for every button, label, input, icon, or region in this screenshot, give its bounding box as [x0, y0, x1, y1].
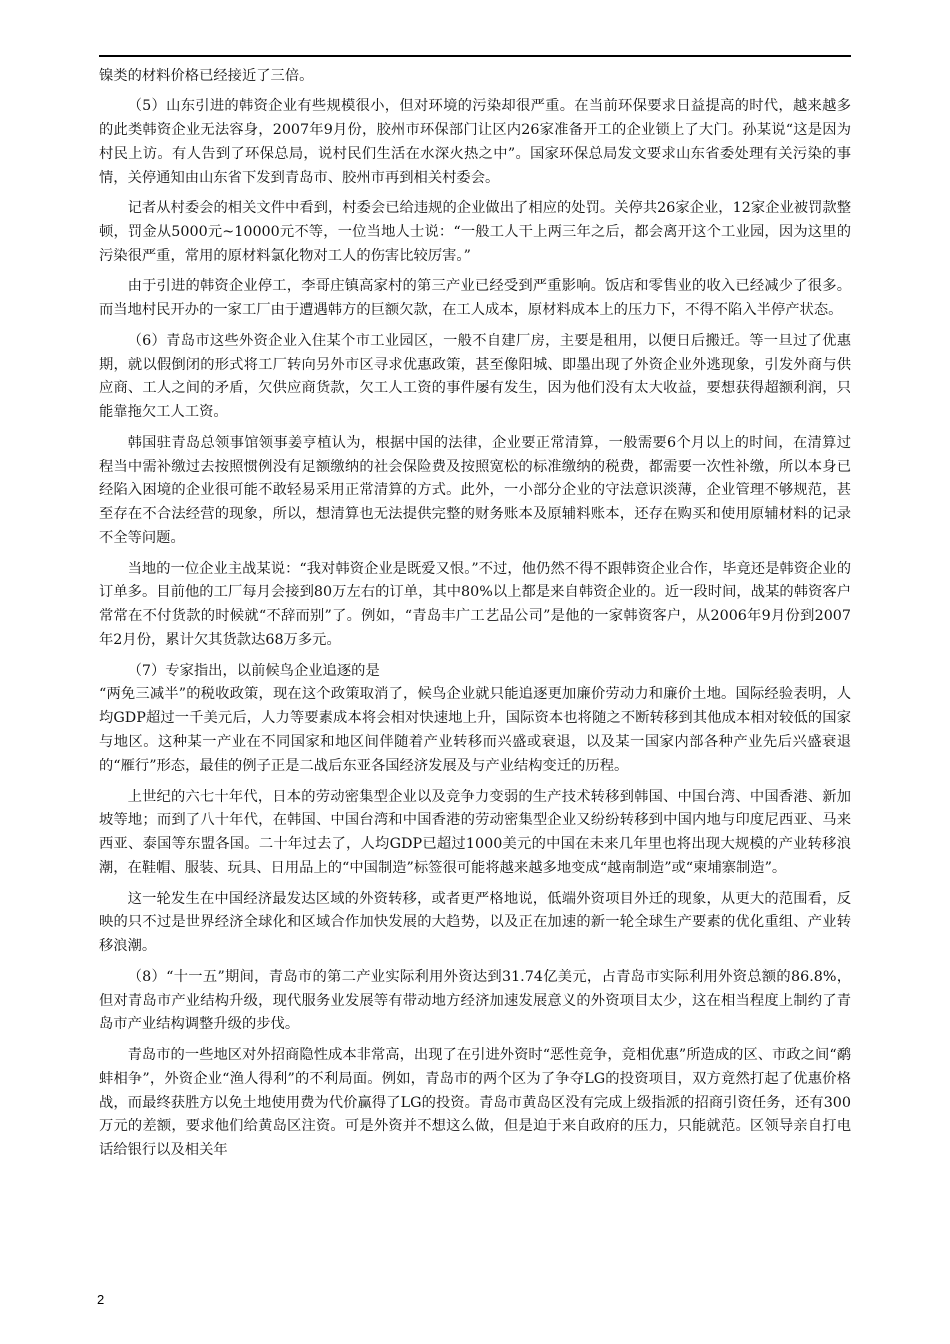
- paragraph-6-relocation: （6）青岛市这些外资企业入住某个市工业园区，一般不自建厂房，主要是租用，以便日后搬迁。等一旦过了优惠期，就以假倒闭的形式将工厂转向另外市区寻求优惠政策，甚至像阳城、即墨出现了外资企业外逃现象，引发外商与供应商、工人之间的矛盾，欠供应商货款，欠工人工资的事件屡有发生，因为他们没有太大收益，要想获得超额利润，只能靠拖欠工人工资。: [99, 332, 851, 421]
- paragraph-7-expert: （7）专家指出，以前候鸟企业追逐的是: [127, 662, 380, 679]
- paragraph-industry-transfer-history: 上世纪的六七十年代，日本的劳动密集型企业以及竞争力变弱的生产技术转移到韩国、中国台湾、中国香港、新加坡等地；而到了八十年代，在韩国、中国台湾和中国香港的劳动密集型企业又纷纷转移到中国内地与印度尼西亚、马来西亚、泰国等东盟各国。二十年过去了，人均GDP已超过1000美元的中国在未来几年里也将出现大规模的产业转移浪潮，在鞋帽、服装、玩具、日用品上的“中国制造”标签很可能将越来越多地变成“越南制造”或“柬埔寨制造”。: [99, 788, 851, 877]
- paragraph-5-korean-pollution: （5）山东引进的韩资企业有些规模很小，但对环境的污染却很严重。在当前环保要求日益提高的时代，越来越多的此类韩资企业无法容身，2007年9月份，胶州市环保部门让区内26家准备开工的企业锁上了大门。孙某说“这是因为村民上访。有人告到了环保总局，说村民们生活在水深火热之中”。国家环保总局发文要求山东省委处理有关污染的事情，关停通知由山东省下发到青岛市、胶州市再到相关村委会。: [99, 98, 851, 187]
- paragraph-continuation: 镍类的材料价格已经接近了三倍。: [99, 68, 314, 84]
- paragraph-penalties: 记者从村委会的相关文件中看到，村委会已给违规的企业做出了相应的处罚。关停共26家企业，12家企业被罚款整顿，罚金从5000元~10000元不等，一位当地人士说：“一般工人干上两三年之后，都会离开这个工业园，因为这里的污染很严重，常用的原材料氯化物对工人的伤害比较厉害。”: [99, 200, 851, 265]
- paragraph-tertiary-impact: 由于引进的韩资企业停工，李哥庄镇高家村的第三产业已经受到严重影响。饭店和零售业的收入已经减少了很多。而当地村民开办的一家工厂由于遭遇韩方的巨额欠款，在工人成本，原材料成本上的压力下，不得不陷入半停产状态。: [99, 278, 851, 319]
- paragraph-consul-view: 韩国驻青岛总领事馆领事姜亨植认为，根据中国的法律，企业要正常清算，一般需要6个月以上的时间，在清算过程当中需补缴过去按照惯例没有足额缴纳的社会保险费及按照宽松的标准缴纳的税费，都需要一次性补缴，所以本身已经陷入困境的企业很可能不敢轻易采用正常清算的方式。此外，一小部分企业的守法意识淡薄，企业管理不够规范，甚至存在不合法经营的现象，所以，想清算也无法提供完整的财务账本及原辅料账本，还存在购买和使用原辅材料的记录不全等问题。: [99, 434, 851, 547]
- paragraph-local-owner: 当地的一位企业主战某说：“我对韩资企业是既爱又恨。”不过，他仍然不得不跟韩资企业合作，毕竟还是韩资企业的订单多。目前他的工厂每月会接到80万左右的订单，其中80%以上都是来自韩资企业的。近一段时间，战某的韩资客户常常在不付货款的时候就“不辞而别”了。例如，“青岛丰广工艺品公司”是他的一家韩资客户，从2006年9月份到2007年2月份，累计欠其货款达68万多元。: [99, 560, 851, 649]
- paragraph-hidden-costs: 青岛市的一些地区对外招商隐性成本非常高，出现了在引进外资时“恶性竞争，竞相优惠”所造成的区、市政之间“鹬蚌相争”，外资企业“渔人得利”的不利局面。例如，青岛市的两个区为了争夺LG的投资项目，双方竟然打起了优惠价格战，而最终获胜方以免土地使用费为代价赢得了LG的投资。青岛市黄岛区没有完成上级指派的招商引资任务，还有300万元的差额，要求他们给黄岛区注资。可是外资并不想这么做，但是迫于来自政府的压力，只能就范。区领导亲自打电话给银行以及相关年: [99, 1046, 851, 1159]
- body-text: [99, 65, 851, 1170]
- page-number: 2: [97, 1292, 105, 1307]
- header-rule: [99, 55, 851, 57]
- paragraph-tax-policy: “两免三减半”的税收政策，现在这个政策取消了，候鸟企业就只能追逐更加廉价劳动力和廉价土地。国际经验表明，人均GDP超过一千美元后，人力等要素成本将会相对快速地上升，国际资本也将随之不断转移到其他成本相对较低的国家与地区。这种某一产业在不同国家和地区间伴随着产业转移而兴盛或衰退，以及某一国家内部各种产业先后兴盛衰退的“雁行”形态，最佳的例子正是二战后东亚各国经济发展及与产业结构变迁的历程。: [99, 686, 851, 775]
- paragraph-8-five-year-plan: （8）“十一五”期间，青岛市的第二产业实际利用外资达到31.74亿美元，占青岛市实际利用外资总额的86.8%，但对青岛市产业结构升级，现代服务业发展等有带动地方经济加速发展意义的外资项目太少，这在相当程度上制约了青岛市产业结构调整升级的步伐。: [99, 968, 851, 1033]
- paragraph-global-trend: 这一轮发生在中国经济最发达区域的外资转移，或者更严格地说，低端外资项目外迁的现象，从更大的范围看，反映的只不过是世界经济全球化和区域合作加快发展的大趋势，以及正在加速的新一轮全球生产要素的优化重组、产业转移浪潮。: [99, 890, 851, 955]
